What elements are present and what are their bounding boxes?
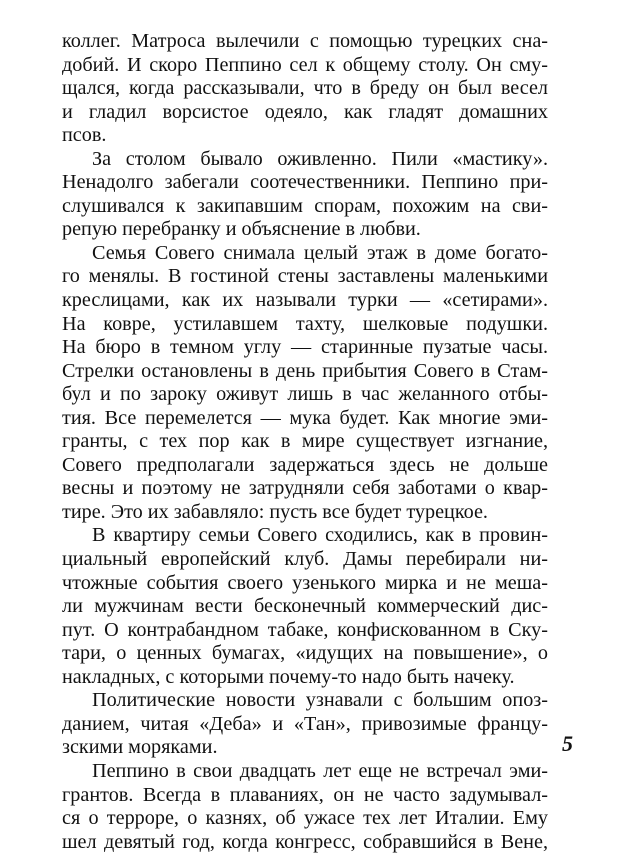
text-line: бул и по зароку оживут лишь в час желанного отбы- — [62, 383, 548, 406]
text-line: коллег. Матроса вылечили с помощью турецких сна- — [62, 30, 548, 52]
text-line: Семья Совего снимала целый этаж в доме богато- — [92, 241, 548, 264]
text-line: Ненадолго забегали соотечественники. Пеппино при- — [62, 171, 548, 194]
text-line: слушивался к закипавшим спорам, похожим на сви- — [62, 194, 548, 217]
text-line: грантов. Всегда в плаваниях, он не часто задумывал- — [62, 783, 548, 806]
text-line: накладных, с которыми почему-то надо быть начеку. — [62, 665, 515, 688]
text-line: Совего предполагали задержаться здесь не дольше — [62, 453, 548, 476]
body-text — [62, 30, 548, 854]
text-line: репую перебранку и объяснение в любви. — [62, 218, 421, 241]
text-line: пут. О контрабандном табаке, конфискованном в Ску- — [62, 618, 548, 641]
text-line: На ковре, устилавшем тахту, шелковые подушки. — [62, 312, 548, 335]
text-line: За столом бывало оживленно. Пили «мастику». — [92, 147, 548, 170]
text-line: гранты, с тех пор как в мире существует изгнание, — [62, 430, 548, 453]
text-line: тире. Это их забавляло: пусть все будет турецкое. — [62, 500, 488, 523]
text-line: данием, читая «Деба» и «Тан», привозимые францу- — [62, 712, 548, 735]
text-line: го менялы. В гостиной стены заставлены маленькими — [62, 265, 548, 288]
text-line: Политические новости узнавали с большим опоз- — [92, 689, 548, 712]
text-line: и гладил ворсистое одеяло, как гладят домашних — [62, 100, 548, 123]
text-line: циальный европейский клуб. Дамы перебирали ни- — [62, 548, 548, 571]
text-line: зскими моряками. — [62, 736, 218, 759]
text-line: псов. — [62, 124, 107, 147]
text-line: чтожные события своего узенького мирка и не меша- — [62, 571, 548, 594]
text-line: тари, о ценных бумагах, «идущих на повышение», о — [62, 642, 548, 665]
text-line: Пеппино в свои двадцать лет еще не встречал эми- — [92, 759, 548, 782]
text-line: весны и поэтому не затрудняли себя заботами о квар- — [62, 477, 548, 500]
text-line: тия. Все перемелется — мука будет. Как многие эми- — [62, 406, 548, 429]
text-line: добий. И скоро Пеппино сел к общему столу. Он сму- — [62, 53, 548, 76]
text-line: креслицами, как их называли турки — «сетирами». — [62, 289, 548, 312]
page-number: 5 — [562, 731, 573, 756]
text-line: ли мужчинам вести бесконечный коммерческий дис- — [62, 595, 548, 618]
text-line: ся о терроре, о казнях, об ужасе тех лет Италии. Ему — [62, 807, 548, 830]
text-line: щался, когда рассказывали, что в бреду он был весел — [62, 77, 548, 100]
text-line: На бюро в темном углу — старинные пузатые часы. — [62, 336, 548, 359]
text-line: Стрелки остановлены в день прибытия Совего в Стам- — [62, 359, 548, 382]
text-line: шел девятый год, когда конгресс, собравшийся в Вене, — [62, 830, 548, 853]
text-line: В квартиру семьи Совего сходились, как в провин- — [92, 524, 548, 547]
